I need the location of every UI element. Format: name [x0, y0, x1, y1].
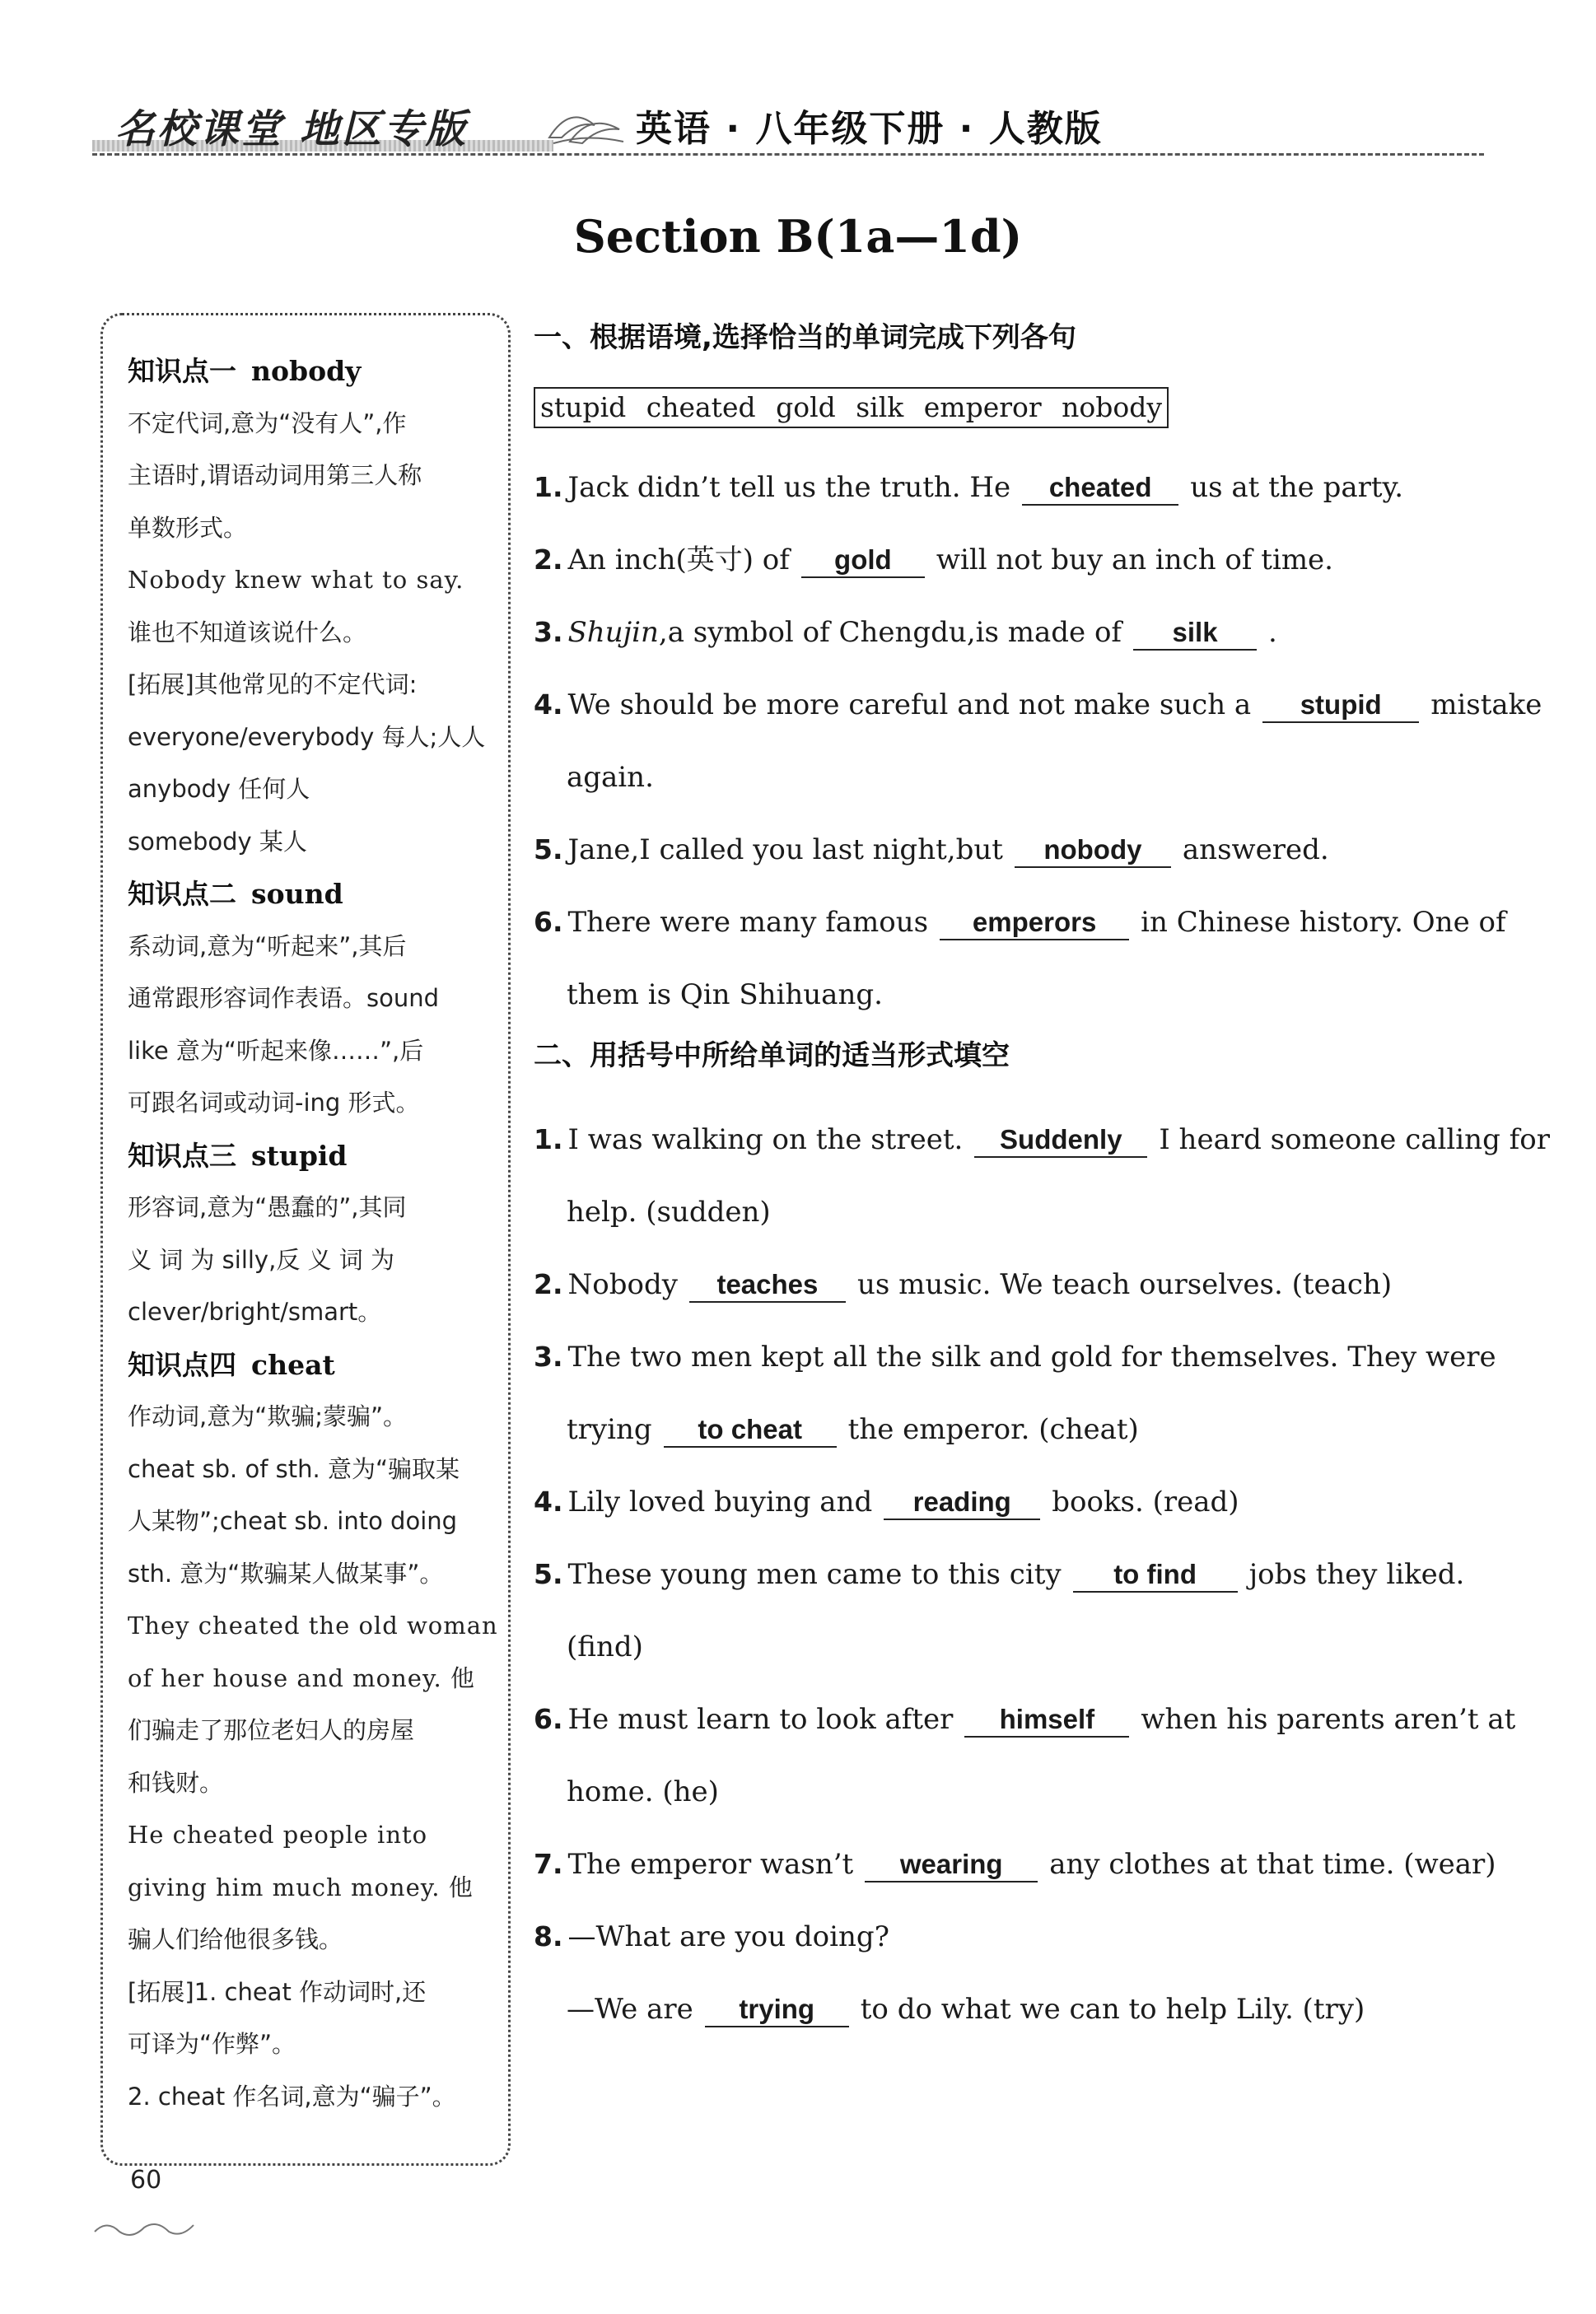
- answer-blank: wearing: [865, 1848, 1038, 1882]
- part1-question: [534, 596, 1514, 669]
- part2-heading: 二、用括号中所给单词的适当形式填空: [534, 1039, 1010, 1072]
- sidebar-text-line: 谁也不知道该说什么。: [128, 618, 367, 646]
- leaf-ornament-icon: [545, 100, 628, 150]
- question-text: us at the party.: [1190, 471, 1404, 504]
- knowledge-point-label: 知识点二: [128, 878, 236, 910]
- exercise-area: [534, 313, 1550, 2046]
- sidebar-text-line: 们骗走了那位老妇人的房屋: [128, 1716, 415, 1744]
- knowledge-point-label: 知识点三: [128, 1139, 236, 1172]
- sidebar-text-line: 主语时,谓语动词用第三人称: [128, 461, 422, 489]
- part2-questions: [534, 1103, 1550, 2046]
- part1-question: [534, 669, 1542, 741]
- part2-question: [534, 1901, 1514, 1973]
- question-text: An inch(英寸) of: [567, 544, 790, 576]
- question-continuation: [534, 1973, 1514, 2046]
- question-number: 4.: [534, 1486, 563, 1518]
- knowledge-point-heading: [128, 1339, 485, 1392]
- question-continuation: them is Qin Shihuang.: [567, 978, 883, 1011]
- question-text: jobs they liked.: [1248, 1558, 1465, 1591]
- sidebar-text-line: Nobody knew what to say.: [128, 566, 464, 594]
- question-number: 2.: [534, 544, 563, 576]
- sidebar-text-line: 和钱财。: [128, 1768, 224, 1797]
- sidebar-text-line: [拓展]其他常见的不定代词:: [128, 670, 418, 698]
- question-number: 3.: [534, 1341, 563, 1373]
- sidebar-text-line: [拓展]1. cheat 作动词时,还: [128, 1977, 427, 2006]
- answer-blank: to find: [1073, 1558, 1238, 1593]
- part2-question: [534, 1683, 1514, 1756]
- question-text: The emperor wasn’t: [567, 1848, 854, 1881]
- sidebar-text-line: 义 词 为 silly,反 义 词 为: [128, 1245, 394, 1274]
- header-brand: 名校课堂 地区专版: [115, 106, 468, 152]
- page-header: [92, 82, 1484, 165]
- question-text: answered.: [1182, 833, 1329, 866]
- part2-question: [534, 1321, 1514, 1393]
- knowledge-point-heading: [128, 345, 485, 398]
- page-number: 60: [130, 2166, 162, 2195]
- knowledge-point-word: nobody: [251, 355, 362, 387]
- knowledge-point-word: cheat: [251, 1348, 335, 1381]
- sidebar-text-line: 通常跟形容词作表语。sound: [128, 984, 440, 1012]
- question-text: Nobody: [567, 1268, 678, 1301]
- sidebar-text-line: 骗人们给他很多钱。: [128, 1925, 343, 1953]
- sidebar-text-line: He cheated people into: [128, 1821, 428, 1849]
- sidebar-text-line: 系动词,意为“听起来”,其后: [128, 931, 407, 960]
- question-number: 4.: [534, 688, 563, 721]
- question-text: Jane,I called you last night,but: [567, 833, 1003, 866]
- question-number: 6.: [534, 906, 563, 938]
- question-continuation: [534, 1393, 1514, 1466]
- page-title: Section B(1a—1d): [573, 210, 1023, 263]
- sidebar-text-line: somebody 某人: [128, 827, 307, 856]
- question-number: 5.: [534, 1558, 563, 1590]
- sidebar-text-line: 作动词,意为“欺骗;蒙骗”。: [128, 1402, 408, 1430]
- question-text: Lily loved buying and: [567, 1486, 873, 1519]
- word-bank-box: stupid cheated gold silk emperor nobody: [534, 387, 1169, 428]
- part2-question: [534, 1828, 1514, 1901]
- question-continuation: (find): [567, 1631, 643, 1663]
- question-continuation: again.: [567, 761, 654, 794]
- question-text: when his parents aren’t at: [1141, 1703, 1516, 1736]
- question-text: Jack didn’t tell us the truth. He: [567, 471, 1011, 504]
- question-number: 1.: [534, 471, 563, 503]
- sidebar-text-line: giving him much money. 他: [128, 1873, 474, 1901]
- question-number: 1.: [534, 1123, 563, 1155]
- answer-blank: emperors: [940, 906, 1129, 940]
- question-text: any clothes at that time. (wear): [1049, 1848, 1496, 1881]
- sidebar-text-line: 不定代词,意为“没有人”,作: [128, 408, 407, 437]
- question-number: 6.: [534, 1703, 563, 1735]
- sidebar-text-line: everyone/everybody 每人;人人: [128, 722, 486, 751]
- question-number: 7.: [534, 1848, 563, 1880]
- answer-blank: cheated: [1022, 471, 1178, 506]
- question-text: He must learn to look after: [567, 1703, 954, 1736]
- part1-question: [534, 524, 1514, 596]
- part2-question: [534, 1248, 1514, 1321]
- sidebar-text-line: 单数形式。: [128, 513, 248, 542]
- part1-question: [534, 451, 1514, 524]
- question-number: 5.: [534, 833, 563, 865]
- answer-blank: trying: [705, 1993, 849, 2027]
- knowledge-point-word: stupid: [251, 1139, 348, 1172]
- sidebar-text-line: They cheated the old woman: [128, 1612, 498, 1640]
- header-book-title: 英语 · 八年级下册 · 人教版: [636, 108, 1103, 150]
- part1-question: [534, 886, 1514, 959]
- sidebar-text-line: 人某物”;cheat sb. into doing: [128, 1507, 458, 1535]
- knowledge-point-label: 知识点一: [128, 355, 236, 387]
- answer-blank: gold: [801, 544, 925, 578]
- part2-question: [534, 1103, 1550, 1176]
- header-rule: [92, 153, 1484, 156]
- question-text: I heard someone calling for: [1159, 1123, 1550, 1156]
- sidebar-text-line: 可译为“作弊”。: [128, 2030, 296, 2058]
- question-text: mistake: [1430, 688, 1542, 721]
- question-text: The two men kept all the silk and gold for themselves. They were: [567, 1341, 1496, 1374]
- question-italic-text: Shujin: [567, 616, 659, 649]
- part2-question: [534, 1538, 1514, 1611]
- answer-blank: teaches: [689, 1268, 846, 1303]
- answer-blank: to cheat: [664, 1413, 837, 1448]
- part2-question: [534, 1466, 1514, 1538]
- part1-heading: 一、根据语境,选择恰当的单词完成下列各句: [534, 321, 1076, 354]
- question-text: ,a symbol of Chengdu,is made of: [658, 616, 1122, 649]
- answer-blank: himself: [964, 1703, 1129, 1738]
- question-continuation: help. (sudden): [567, 1196, 771, 1229]
- question-number: 8.: [534, 1920, 563, 1952]
- sidebar-text-line: 2. cheat 作名词,意为“骗子”。: [128, 2082, 456, 2111]
- question-text: to do what we can to help Lily. (try): [860, 1993, 1365, 2026]
- question-number: 3.: [534, 616, 563, 648]
- sidebar-text-line: cheat sb. of sth. 意为“骗取某: [128, 1454, 460, 1483]
- answer-blank: reading: [884, 1486, 1040, 1520]
- sidebar-text-line: anybody 任何人: [128, 775, 310, 803]
- question-number: 2.: [534, 1268, 563, 1300]
- knowledge-point-heading: [128, 1130, 485, 1183]
- question-text: .: [1268, 616, 1277, 649]
- sidebar-text-line: of her house and money. 他: [128, 1663, 475, 1692]
- answer-blank: silk: [1133, 616, 1257, 651]
- question-text: These young men came to this city: [567, 1558, 1062, 1591]
- question-continuation: home. (he): [567, 1775, 719, 1808]
- question-text: I was walking on the street.: [567, 1123, 964, 1156]
- part1-question: [534, 814, 1514, 886]
- question-text: —What are you doing?: [567, 1920, 889, 1953]
- sidebar-text-line: 形容词,意为“愚蠢的”,其同: [128, 1193, 407, 1221]
- sidebar-text-line: clever/bright/smart。: [128, 1298, 382, 1326]
- answer-blank: nobody: [1015, 833, 1171, 868]
- footer-ornament-icon: [91, 2215, 198, 2240]
- question-text: trying: [567, 1413, 652, 1446]
- knowledge-point-word: sound: [251, 878, 343, 910]
- question-text: books. (read): [1052, 1486, 1239, 1519]
- question-text: —We are: [567, 1993, 693, 2026]
- part1-questions: [534, 451, 1542, 1031]
- question-text: There were many famous: [567, 906, 929, 939]
- question-text: in Chinese history. One of: [1141, 906, 1506, 939]
- knowledge-point-heading: [128, 868, 485, 921]
- sidebar-text-line: sth. 意为“欺骗某人做某事”。: [128, 1559, 444, 1588]
- question-text: will not buy an inch of time.: [936, 544, 1333, 576]
- knowledge-sidebar: [100, 313, 511, 2166]
- question-text: the emperor. (cheat): [847, 1413, 1139, 1446]
- answer-blank: Suddenly: [974, 1123, 1147, 1158]
- sidebar-text-line: like 意为“听起来像……”,后: [128, 1036, 424, 1065]
- knowledge-point-label: 知识点四: [128, 1348, 236, 1381]
- answer-blank: stupid: [1262, 688, 1419, 723]
- question-text: us music. We teach ourselves. (teach): [856, 1268, 1393, 1301]
- sidebar-text-line: 可跟名词或动词-ing 形式。: [128, 1089, 420, 1117]
- question-text: We should be more careful and not make such a: [567, 688, 1252, 721]
